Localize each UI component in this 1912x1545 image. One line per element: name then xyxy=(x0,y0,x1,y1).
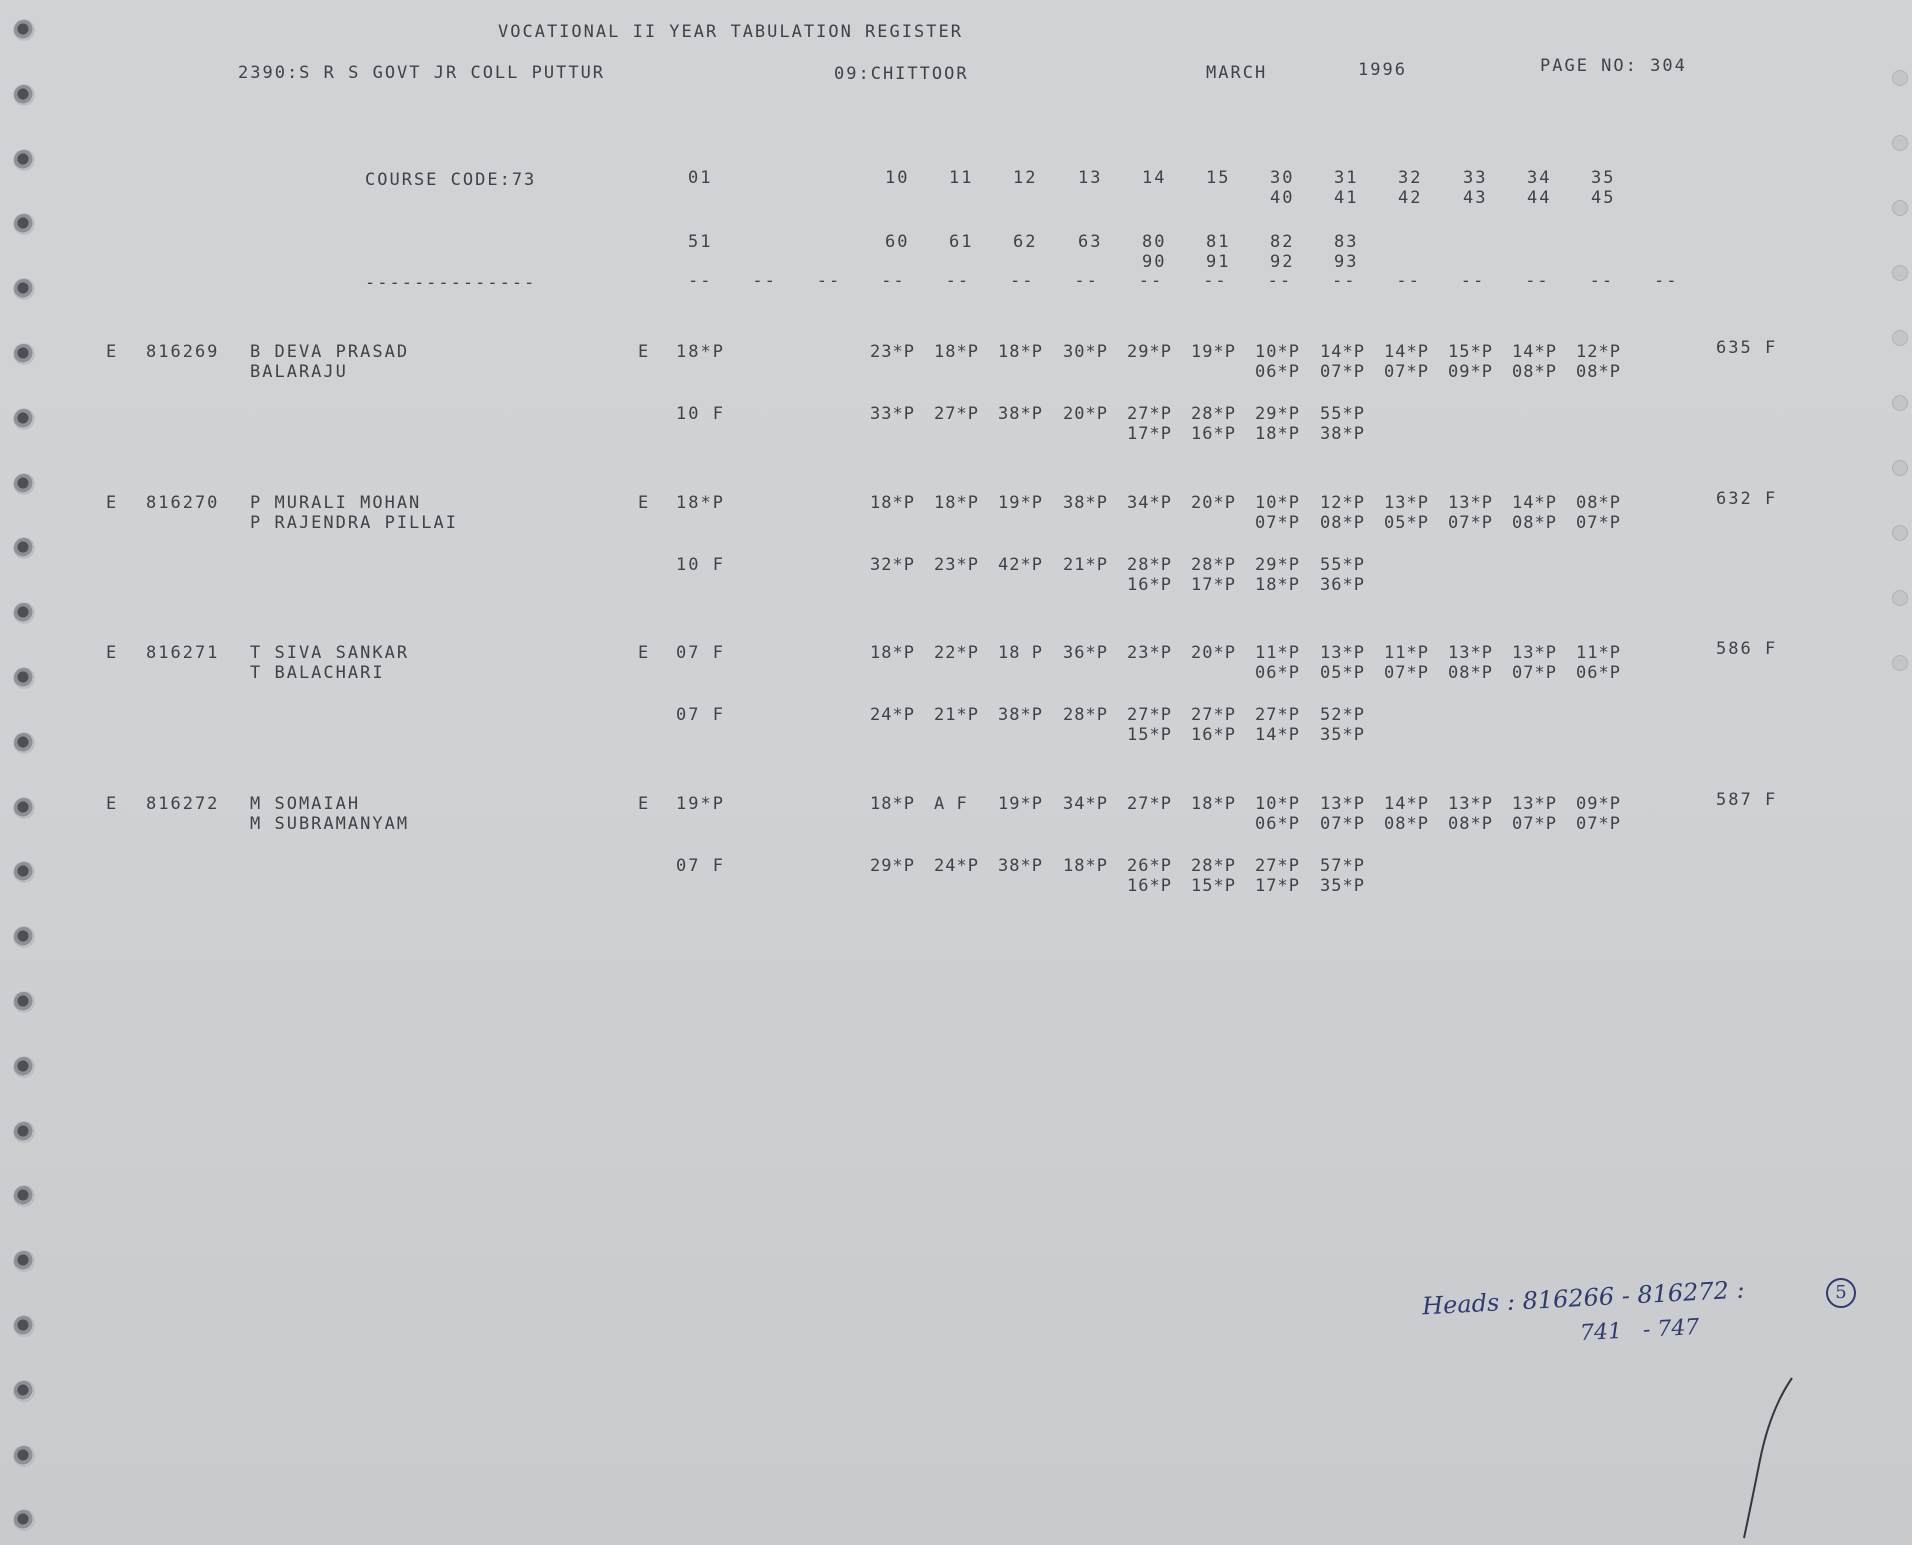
right-feed-hole xyxy=(1892,200,1908,216)
subject-mark: 07*P xyxy=(1576,513,1621,533)
first-year-mark: 15*P xyxy=(1191,876,1236,896)
subject-mark: 36*P xyxy=(1063,643,1108,663)
column-code: 80 xyxy=(1142,232,1167,252)
subject-mark: 07*P xyxy=(1320,362,1365,382)
first-year-mark: 55*P xyxy=(1320,555,1365,575)
right-feed-hole xyxy=(1892,590,1908,606)
subject-mark: 29*P xyxy=(1127,342,1172,362)
column-code: 60 xyxy=(885,232,910,252)
column-code: 42 xyxy=(1398,188,1423,208)
column-code: 63 xyxy=(1078,232,1103,252)
subject-mark: 08*P xyxy=(1448,814,1493,834)
first-year-mark: 57*P xyxy=(1320,856,1365,876)
column-dash: -- xyxy=(1460,271,1486,291)
subject-mark: 05*P xyxy=(1384,513,1429,533)
column-code: 91 xyxy=(1206,252,1231,272)
column-dash: -- xyxy=(816,271,842,291)
student-name: T SIVA SANKAR xyxy=(250,643,410,663)
column-code: 34 xyxy=(1527,168,1552,188)
first-year-mark: 28*P xyxy=(1191,856,1236,876)
first-year-mark: 33*P xyxy=(870,404,915,424)
column-dash: -- xyxy=(1074,271,1099,291)
first-year-mark: 27*P xyxy=(1191,705,1236,725)
subject-mark: 08*P xyxy=(1576,362,1621,382)
first-year-part1-mark: 10 F xyxy=(676,404,725,424)
first-year-part1-mark: 07 F xyxy=(676,856,725,876)
exam-month: MARCH xyxy=(1206,63,1268,83)
column-code: 32 xyxy=(1398,168,1423,188)
language-code: E xyxy=(638,643,651,663)
feed-hole xyxy=(14,1316,34,1336)
feed-hole xyxy=(14,1381,34,1401)
right-feed-hole xyxy=(1892,135,1908,151)
part1-mark: 18*P xyxy=(676,342,725,362)
subject-mark: 23*P xyxy=(870,342,915,362)
exam-year: 1996 xyxy=(1358,60,1407,80)
subject-mark: 08*P xyxy=(1320,513,1365,533)
subject-mark: 07*P xyxy=(1512,663,1557,683)
column-code: 01 xyxy=(688,168,713,188)
feed-hole xyxy=(14,20,34,40)
feed-hole xyxy=(14,474,34,494)
subject-mark: 13*P xyxy=(1512,643,1557,663)
subject-mark: 12*P xyxy=(1320,493,1365,513)
column-code: 31 xyxy=(1334,168,1359,188)
hall-ticket-number: 816272 xyxy=(146,794,220,814)
column-code: 13 xyxy=(1078,168,1103,188)
feed-hole xyxy=(14,798,34,818)
feed-hole xyxy=(14,1510,34,1530)
subject-mark: 13*P xyxy=(1320,643,1365,663)
subject-mark: 08*P xyxy=(1384,814,1429,834)
first-year-mark: 29*P xyxy=(1255,555,1300,575)
first-year-mark: 28*P xyxy=(1191,555,1236,575)
part1-mark: 07 F xyxy=(676,643,725,663)
part1-mark: 19*P xyxy=(676,794,725,814)
college-name: 2390:S R S GOVT JR COLL PUTTUR xyxy=(238,63,606,83)
first-year-mark: 42*P xyxy=(998,555,1043,575)
father-name: M SUBRAMANYAM xyxy=(250,814,410,834)
column-dash: -- xyxy=(1589,271,1615,291)
subject-mark: 12*P xyxy=(1576,342,1621,362)
column-code: 51 xyxy=(688,232,713,252)
column-dash: -- xyxy=(1396,271,1421,291)
first-year-mark: 27*P xyxy=(1127,705,1172,725)
subject-mark: 18 P xyxy=(998,643,1043,663)
column-code: 40 xyxy=(1270,188,1295,208)
father-name: T BALACHARI xyxy=(250,663,385,683)
total-marks: 635 F xyxy=(1716,338,1778,358)
subject-mark: 22*P xyxy=(934,643,979,663)
column-dash: -- xyxy=(1654,271,1679,291)
first-year-mark: 36*P xyxy=(1320,575,1365,595)
first-year-mark: 38*P xyxy=(998,856,1043,876)
column-code: 43 xyxy=(1463,188,1488,208)
subject-mark: 06*P xyxy=(1255,362,1300,382)
feed-hole xyxy=(14,927,34,947)
subject-mark: 20*P xyxy=(1191,643,1236,663)
column-code: 12 xyxy=(1013,168,1038,188)
first-year-mark: 28*P xyxy=(1127,555,1172,575)
subject-mark: 13*P xyxy=(1384,493,1429,513)
feed-hole xyxy=(14,409,34,429)
subject-mark: 06*P xyxy=(1255,663,1300,683)
first-year-mark: 35*P xyxy=(1320,876,1365,896)
column-code: 81 xyxy=(1206,232,1231,252)
medium-code: E xyxy=(106,342,119,362)
first-year-part1-mark: 10 F xyxy=(676,555,725,575)
column-code: 10 xyxy=(885,168,910,188)
first-year-mark: 15*P xyxy=(1127,725,1172,745)
first-year-mark: 52*P xyxy=(1320,705,1365,725)
subject-mark: 07*P xyxy=(1512,814,1557,834)
right-feed-hole xyxy=(1892,460,1908,476)
subject-mark: 06*P xyxy=(1255,814,1300,834)
total-marks: 586 F xyxy=(1716,639,1778,659)
first-year-mark: 17*P xyxy=(1191,575,1236,595)
column-code: 93 xyxy=(1334,252,1359,272)
first-year-mark: 21*P xyxy=(1063,555,1108,575)
tractor-feed-holes xyxy=(6,0,46,1545)
first-year-mark: 20*P xyxy=(1063,404,1108,424)
column-dash: -- xyxy=(881,271,906,291)
subject-mark: 19*P xyxy=(998,493,1043,513)
column-code: 62 xyxy=(1013,232,1038,252)
first-year-mark: 29*P xyxy=(870,856,915,876)
medium-code: E xyxy=(106,794,119,814)
subject-mark: 18*P xyxy=(870,794,915,814)
total-marks: 587 F xyxy=(1716,790,1778,810)
subject-mark: 10*P xyxy=(1255,794,1300,814)
subject-mark: 18*P xyxy=(934,342,979,362)
subject-mark: 13*P xyxy=(1448,643,1493,663)
first-year-mark: 55*P xyxy=(1320,404,1365,424)
column-dash: -- xyxy=(1525,271,1550,291)
father-name: BALARAJU xyxy=(250,362,348,382)
part1-mark: 18*P xyxy=(676,493,725,513)
column-code: 15 xyxy=(1206,168,1231,188)
page-number: PAGE NO: 304 xyxy=(1540,56,1687,76)
feed-hole xyxy=(14,668,34,688)
subject-mark: 20*P xyxy=(1191,493,1236,513)
column-dash: -- xyxy=(752,271,777,291)
language-code: E xyxy=(638,493,651,513)
first-year-mark: 28*P xyxy=(1063,705,1108,725)
feed-hole xyxy=(14,1057,34,1077)
subject-mark: 34*P xyxy=(1063,794,1108,814)
subject-mark: 18*P xyxy=(870,643,915,663)
hall-ticket-number: 816269 xyxy=(146,342,220,362)
first-year-mark: 18*P xyxy=(1255,424,1300,444)
first-year-part1-mark: 07 F xyxy=(676,705,725,725)
first-year-mark: 27*P xyxy=(1255,856,1300,876)
feed-hole xyxy=(14,1446,34,1466)
subject-mark: 18*P xyxy=(870,493,915,513)
subject-mark: 08*P xyxy=(1448,663,1493,683)
feed-hole xyxy=(14,1251,34,1271)
first-year-mark: 38*P xyxy=(1320,424,1365,444)
column-code: 82 xyxy=(1270,232,1295,252)
course-code: COURSE CODE:73 xyxy=(365,170,537,190)
handwritten-range: 741 - 747 xyxy=(1579,1314,1700,1347)
subject-mark: 14*P xyxy=(1384,794,1429,814)
feed-hole xyxy=(14,344,34,364)
feed-hole xyxy=(14,150,34,170)
subject-mark: 14*P xyxy=(1384,342,1429,362)
column-dash: -- xyxy=(688,271,713,291)
subject-mark: 14*P xyxy=(1512,342,1557,362)
feed-hole xyxy=(14,214,34,234)
subject-mark: 09*P xyxy=(1576,794,1621,814)
feed-hole xyxy=(14,603,34,623)
feed-hole xyxy=(14,538,34,558)
feed-hole xyxy=(14,992,34,1012)
subject-mark: 07*P xyxy=(1384,362,1429,382)
language-code: E xyxy=(638,342,651,362)
column-code: 35 xyxy=(1591,168,1616,188)
subject-mark: 05*P xyxy=(1320,663,1365,683)
right-feed-hole xyxy=(1892,70,1908,86)
subject-mark: 07*P xyxy=(1576,814,1621,834)
subject-mark: 08*P xyxy=(1576,493,1621,513)
first-year-mark: 29*P xyxy=(1255,404,1300,424)
subject-mark: 23*P xyxy=(1127,643,1172,663)
header-underline: -------------- xyxy=(365,273,537,293)
column-code: 45 xyxy=(1591,188,1616,208)
first-year-mark: 23*P xyxy=(934,555,979,575)
first-year-mark: 18*P xyxy=(1255,575,1300,595)
column-code: 44 xyxy=(1527,188,1552,208)
first-year-mark: 16*P xyxy=(1127,876,1172,896)
column-dash: -- xyxy=(1010,271,1035,291)
first-year-mark: 16*P xyxy=(1191,424,1236,444)
district-name: 09:CHITTOOR xyxy=(834,64,969,84)
total-marks: 632 F xyxy=(1716,489,1778,509)
subject-mark: 11*P xyxy=(1384,643,1429,663)
column-code: 11 xyxy=(949,168,974,188)
subject-mark: 13*P xyxy=(1448,493,1493,513)
feed-hole xyxy=(14,279,34,299)
subject-mark: 07*P xyxy=(1320,814,1365,834)
first-year-mark: 27*P xyxy=(1127,404,1172,424)
subject-mark: 30*P xyxy=(1063,342,1108,362)
subject-mark: 19*P xyxy=(998,794,1043,814)
right-feed-hole xyxy=(1892,265,1908,281)
subject-mark: 11*P xyxy=(1255,643,1300,663)
subject-mark: 10*P xyxy=(1255,493,1300,513)
student-name: P MURALI MOHAN xyxy=(250,493,422,513)
column-dash: -- xyxy=(1138,271,1164,291)
first-year-mark: 27*P xyxy=(934,404,979,424)
subject-mark: 08*P xyxy=(1512,362,1557,382)
subject-mark: 14*P xyxy=(1320,342,1365,362)
column-dash: -- xyxy=(1203,271,1228,291)
first-year-mark: 18*P xyxy=(1063,856,1108,876)
subject-mark: 15*P xyxy=(1448,342,1493,362)
subject-mark: 14*P xyxy=(1512,493,1557,513)
subject-mark: 07*P xyxy=(1448,513,1493,533)
subject-mark: 06*P xyxy=(1576,663,1621,683)
first-year-mark: 26*P xyxy=(1127,856,1172,876)
feed-hole xyxy=(14,1186,34,1206)
column-code: 41 xyxy=(1334,188,1359,208)
handwritten-circled-count: 5 xyxy=(1826,1278,1856,1308)
handwritten-note: Heads : 816266 - 816272 : xyxy=(1421,1275,1746,1321)
first-year-mark: 35*P xyxy=(1320,725,1365,745)
subject-mark: 13*P xyxy=(1448,794,1493,814)
column-dash: -- xyxy=(945,271,971,291)
register-title: VOCATIONAL II YEAR TABULATION REGISTER xyxy=(498,22,963,42)
first-year-mark: 38*P xyxy=(998,404,1043,424)
medium-code: E xyxy=(106,643,119,663)
first-year-mark: 14*P xyxy=(1255,725,1300,745)
first-year-mark: 16*P xyxy=(1127,575,1172,595)
subject-mark: 38*P xyxy=(1063,493,1108,513)
first-year-mark: 24*P xyxy=(934,856,979,876)
feed-hole xyxy=(14,733,34,753)
first-year-mark: 21*P xyxy=(934,705,979,725)
first-year-mark: 24*P xyxy=(870,705,915,725)
subject-mark: 19*P xyxy=(1191,342,1236,362)
feed-hole xyxy=(14,1122,34,1142)
subject-mark: 18*P xyxy=(1191,794,1236,814)
column-code: 14 xyxy=(1142,168,1167,188)
subject-mark: 18*P xyxy=(998,342,1043,362)
feed-hole xyxy=(14,85,34,105)
column-code: 33 xyxy=(1463,168,1488,188)
subject-mark: 08*P xyxy=(1512,513,1557,533)
column-code: 83 xyxy=(1334,232,1359,252)
first-year-mark: 38*P xyxy=(998,705,1043,725)
first-year-mark: 17*P xyxy=(1255,876,1300,896)
first-year-mark: 16*P xyxy=(1191,725,1236,745)
subject-mark: 34*P xyxy=(1127,493,1172,513)
subject-mark: 27*P xyxy=(1127,794,1172,814)
medium-code: E xyxy=(106,493,119,513)
column-code: 90 xyxy=(1142,252,1167,272)
hall-ticket-number: 816271 xyxy=(146,643,220,663)
first-year-mark: 17*P xyxy=(1127,424,1172,444)
language-code: E xyxy=(638,794,651,814)
subject-mark: 18*P xyxy=(934,493,979,513)
subject-mark: 07*P xyxy=(1384,663,1429,683)
subject-mark: 13*P xyxy=(1320,794,1365,814)
feed-hole xyxy=(14,862,34,882)
hall-ticket-number: 816270 xyxy=(146,493,220,513)
subject-mark: 07*P xyxy=(1255,513,1300,533)
right-feed-hole xyxy=(1892,655,1908,671)
subject-mark: 11*P xyxy=(1576,643,1621,663)
student-name: B DEVA PRASAD xyxy=(250,342,410,362)
first-year-mark: 28*P xyxy=(1191,404,1236,424)
subject-mark: A F xyxy=(934,794,968,814)
first-year-mark: 27*P xyxy=(1255,705,1300,725)
first-year-mark: 32*P xyxy=(870,555,915,575)
subject-mark: 10*P xyxy=(1255,342,1300,362)
column-dash: -- xyxy=(1332,271,1357,291)
column-code: 61 xyxy=(949,232,974,252)
father-name: P RAJENDRA PILLAI xyxy=(250,513,458,533)
right-feed-hole xyxy=(1892,525,1908,541)
subject-mark: 13*P xyxy=(1512,794,1557,814)
column-code: 92 xyxy=(1270,252,1295,272)
right-feed-hole xyxy=(1892,395,1908,411)
student-name: M SOMAIAH xyxy=(250,794,361,814)
right-feed-hole xyxy=(1892,330,1908,346)
column-dash: -- xyxy=(1267,271,1293,291)
column-code: 30 xyxy=(1270,168,1295,188)
subject-mark: 09*P xyxy=(1448,362,1493,382)
